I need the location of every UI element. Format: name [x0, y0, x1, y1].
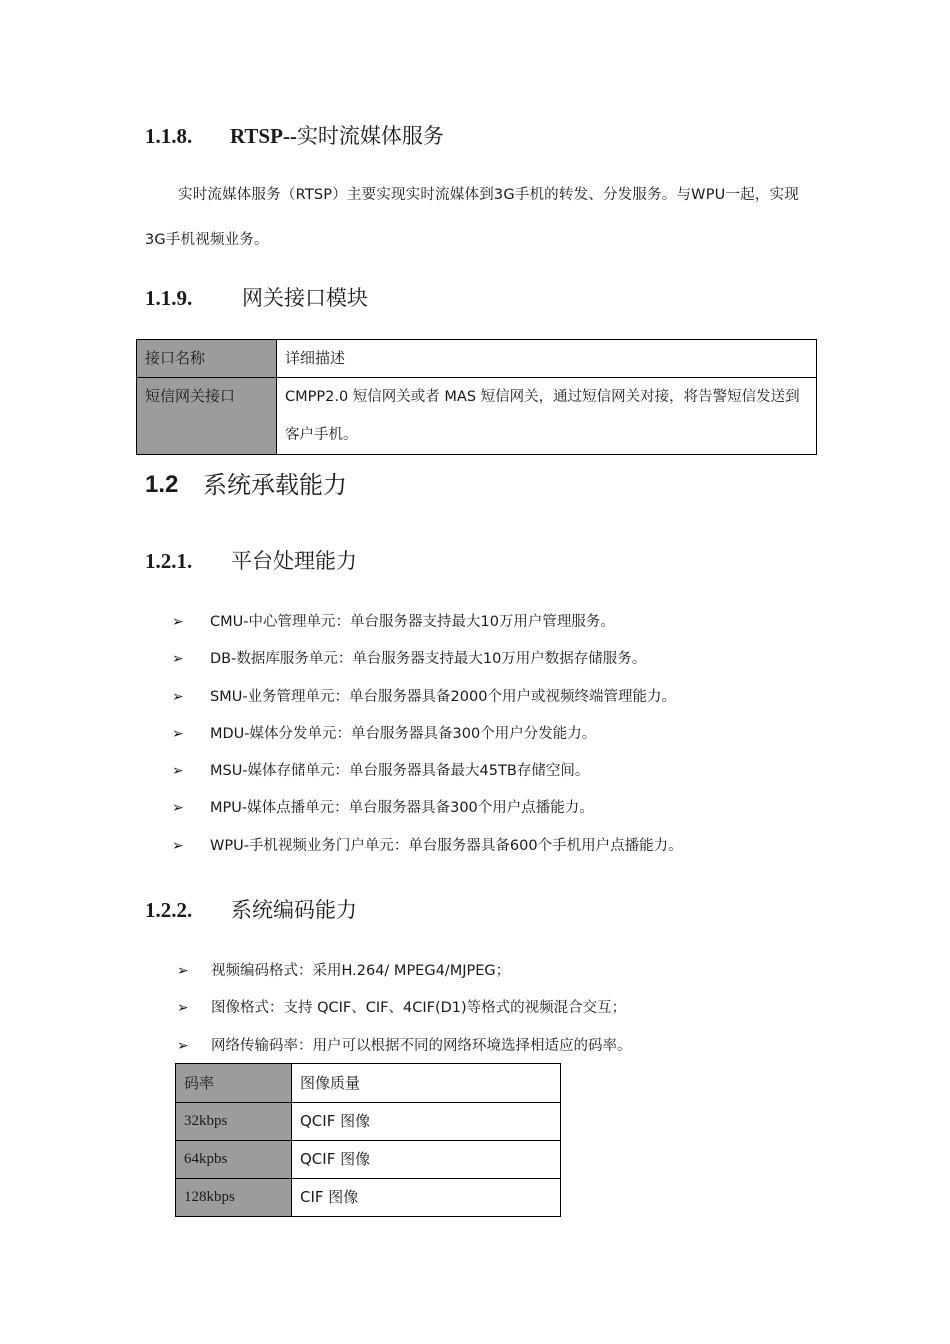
table-cell: QCIF 图像	[292, 1103, 561, 1141]
section-title: 平台处理能力	[231, 549, 357, 573]
table-cell: QCIF 图像	[292, 1141, 561, 1179]
section-number: 1.2	[145, 471, 179, 498]
list-item-text: WPU-手机视频业务门户单元：单台服务器具备600个手机用户点播能力。	[210, 837, 683, 854]
bitrate-table	[175, 1063, 561, 1217]
bullet-arrow-icon: ➢	[177, 1000, 189, 1017]
bullet-arrow-icon: ➢	[172, 725, 184, 742]
table-cell: 32kbps	[176, 1103, 292, 1141]
section-heading-1-2-1	[145, 547, 357, 575]
table-row	[137, 378, 817, 455]
section-number: 1.1.8.	[145, 124, 193, 148]
section-title: RTSP--实时流媒体服务	[230, 124, 444, 148]
list-item-text: MDU-媒体分发单元：单台服务器具备300个用户分发能力。	[210, 725, 597, 742]
rtsp-description: 实时流媒体服务（RTSP）主要实现实时流媒体到3G手机的转发、分发服务。与WPU一起，实现3G手机视频业务。	[145, 187, 799, 248]
table-header-cell: 接口名称	[137, 340, 277, 378]
bullet-arrow-icon: ➢	[172, 837, 184, 854]
bullet-arrow-icon: ➢	[177, 963, 189, 979]
table-header-cell: 图像质量	[292, 1064, 561, 1103]
section-heading-1-1-8	[145, 122, 444, 150]
list-item-text: 图像格式：支持 QCIF、CIF、4CIF(D1)等格式的视频混合交互；	[211, 1000, 627, 1017]
table-header-row	[137, 340, 817, 378]
table-header-row	[176, 1064, 561, 1103]
table-cell: 128kbps	[176, 1179, 292, 1217]
table-row	[176, 1103, 561, 1141]
list-item-text: MPU-媒体点播单元：单台服务器具备300个用户点播能力。	[210, 800, 594, 817]
table-header-cell: 详细描述	[277, 340, 817, 378]
bullet-arrow-icon: ➢	[172, 800, 184, 817]
list-item-text: MSU-媒体存储单元：单台服务器具备最大45TB存储空间。	[210, 763, 590, 780]
list-item-text: DB-数据库服务单元：单台服务器支持最大10万用户数据存储服务。	[210, 651, 647, 668]
table-cell: CMPP2.0 短信网关或者 MAS 短信网关，通过短信网关对接，将告警短信发送到客户手机。	[277, 378, 817, 455]
list-item-text: 网络传输码率：用户可以根据不同的网络环境选择相适应的码率。	[211, 1037, 632, 1054]
section-number: 1.2.2.	[145, 898, 193, 922]
bullet-arrow-icon: ➢	[177, 1037, 189, 1054]
list-item-text: 视频编码格式：采用H.264/ MPEG4/MJPEG；	[211, 963, 511, 979]
bullet-arrow-icon: ➢	[172, 651, 184, 668]
section-title: 系统承载能力	[203, 471, 347, 499]
section-heading-1-1-9	[145, 284, 368, 312]
table-cell: CIF 图像	[292, 1179, 561, 1217]
gateway-interface-table	[136, 339, 817, 455]
bullet-arrow-icon: ➢	[172, 688, 184, 705]
section-number: 1.2.1.	[145, 549, 193, 573]
table-row	[176, 1179, 561, 1217]
bullet-arrow-icon: ➢	[172, 614, 184, 630]
bullet-arrow-icon: ➢	[172, 763, 184, 780]
section-heading-1-2-2	[145, 896, 357, 924]
section-heading-1-2	[145, 470, 347, 500]
list-item-text: SMU-业务管理单元：单台服务器具备2000个用户或视频终端管理能力。	[210, 688, 676, 705]
section-number: 1.1.9.	[145, 286, 193, 310]
table-header-cell: 码率	[176, 1064, 292, 1103]
section-title: 系统编码能力	[231, 898, 357, 922]
section-title: 网关接口模块	[242, 286, 368, 310]
table-cell: 短信网关接口	[137, 378, 277, 455]
table-row	[176, 1141, 561, 1179]
list-item-text: CMU-中心管理单元：单台服务器支持最大10万用户管理服务。	[210, 614, 615, 630]
table-cell: 64kpbs	[176, 1141, 292, 1179]
